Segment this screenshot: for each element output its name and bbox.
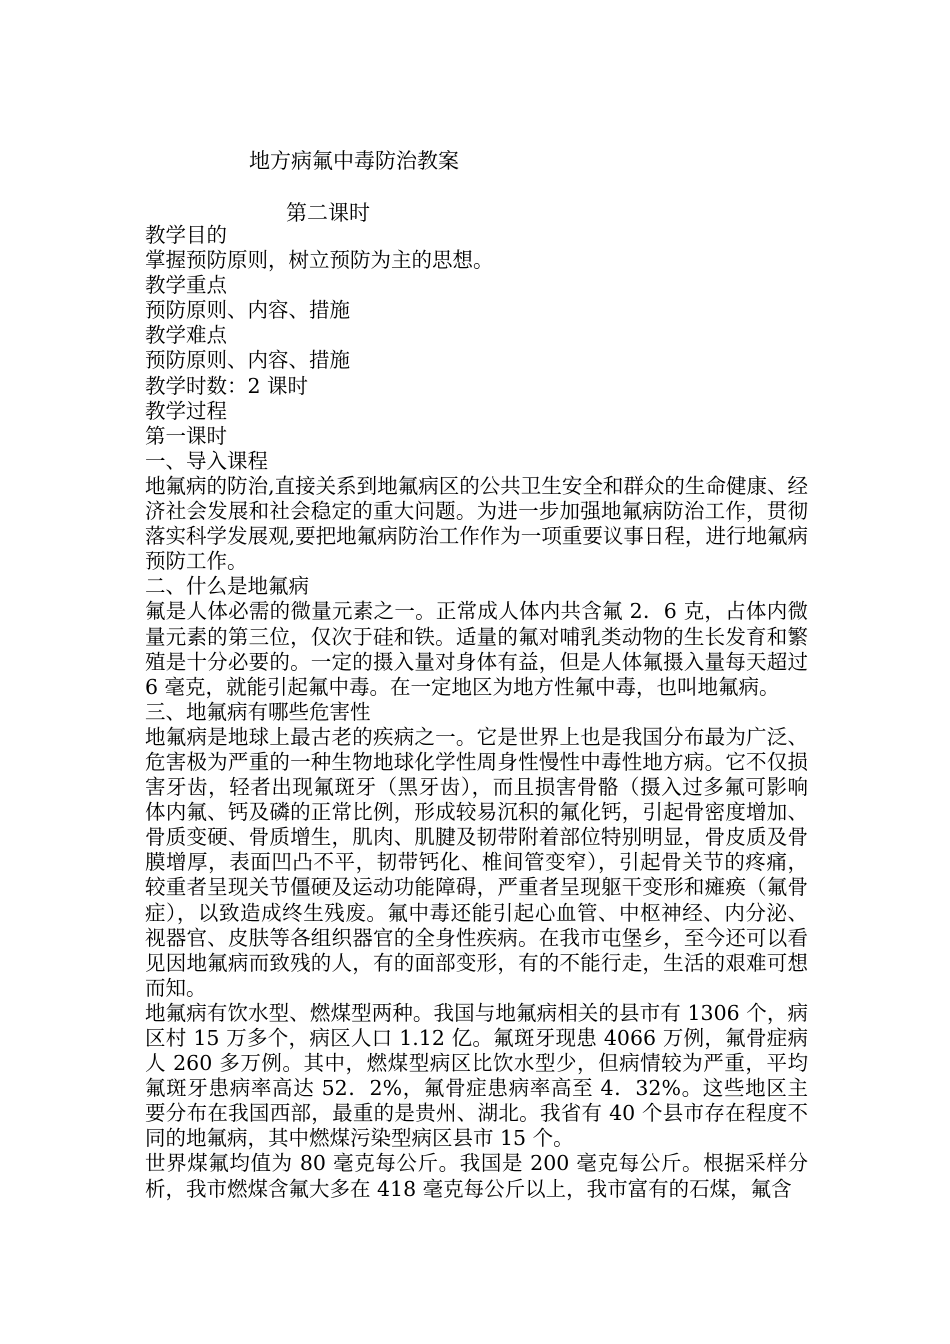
heading-section-2: 二、什么是地氟病 (145, 574, 309, 599)
heading-lesson-one: 第一课时 (145, 423, 227, 448)
paragraph-section-3-coal: 世界煤氟均值为 80 毫克每公斤。我国是 200 毫克每公斤。根据采样分析，我市燃煤含氟大多在 418 毫克每公斤以上，我市富有的石煤，氟含 (145, 1151, 808, 1201)
heading-objective: 教学目的 (145, 223, 227, 247)
document-subtitle: 第二课时 (286, 201, 370, 225)
document-body (145, 223, 808, 1202)
heading-difficulties: 教学难点 (145, 323, 227, 348)
paragraph-difficulties: 预防原则、内容、措施 (145, 348, 350, 373)
paragraph-objective: 掌握预防原则，树立预防为主的思想。 (145, 248, 494, 273)
heading-process: 教学过程 (145, 398, 227, 423)
paragraph-section-1: 地氟病的防治,直接关系到地氟病区的公共卫生安全和群众的生命健康、经济社会发展和社会稳定的重大问题。为进一步加强地氟病防治工作，贯彻落实科学发展观,要把地氟病防治工作作为一项重要议事日程，进行地氟病预防工作。 (145, 473, 808, 574)
heading-key-points: 教学重点 (145, 273, 227, 298)
paragraph-hours: 教学时数：2 课时 (145, 373, 309, 398)
paragraph-section-3-harm: 地氟病是地球上最古老的疾病之一。它是世界上也是我国分布最为广泛、危害极为严重的一种生物地球化学性周身性慢性中毒性地方病。它不仅损害牙齿，轻者出现氟斑牙（黑牙齿），而且损害骨骼（摄入过多氟可影响体内氟、钙及磷的正常比例，形成较易沉积的氟化钙，引起骨密度增加、骨质变硬、骨质增生，肌肉、肌腱及韧带附着部位特别明显，骨皮质及骨膜增厚，表面凹凸不平，韧带钙化、椎间管变窄），引起骨关节的疼痛，较重者呈现关节僵硬及运动功能障碍，严重者呈现躯干变形和瘫痪（氟骨症），以致造成终生残废。氟中毒还能引起心血管、中枢神经、内分泌、视器官、皮肤等各组织器官的全身性疾病。在我市屯堡乡，至今还可以看见因地氟病而致残的人，有的面部变形，有的不能行走，生活的艰难可想而知。 (145, 724, 808, 1000)
paragraph-section-2: 氟是人体必需的微量元素之一。正常成人体内共含氟 2．6 克，占体内微量元素的第三位，仅次于硅和铁。适量的氟对哺乳类动物的生长发育和繁殖是十分必要的。一定的摄入量对身体有益，但是人体氟摄入量每天超过 6 毫克，就能引起氟中毒。在一定地区为地方性氟中毒，也叫地氟病。 (145, 599, 808, 699)
heading-section-1: 一、导入课程 (145, 448, 268, 473)
document-title: 地方病氟中毒防治教案 (249, 149, 459, 173)
paragraph-section-3-types: 地氟病有饮水型、燃煤型两种。我国与地氟病相关的县市有 1306 个，病区村 15 万多个，病区人口 1.12 亿。氟斑牙现患 4066 万例，氟骨症病人 260 多万例。其中，燃煤型病区比饮水型少，但病情较为严重，平均氟斑牙患病率高达 52．2%，氟骨症患病率高至 4．32%。这些地区主要分布在我国西部，最重的是贵州、湖北。我省有 40 个县市存在程度不同的地氟病，其中燃煤污染型病区县市 15 个。 (145, 1000, 808, 1151)
paragraph-key-points: 预防原则、内容、措施 (145, 298, 350, 323)
heading-section-3: 三、地氟病有哪些危害性 (145, 699, 371, 724)
